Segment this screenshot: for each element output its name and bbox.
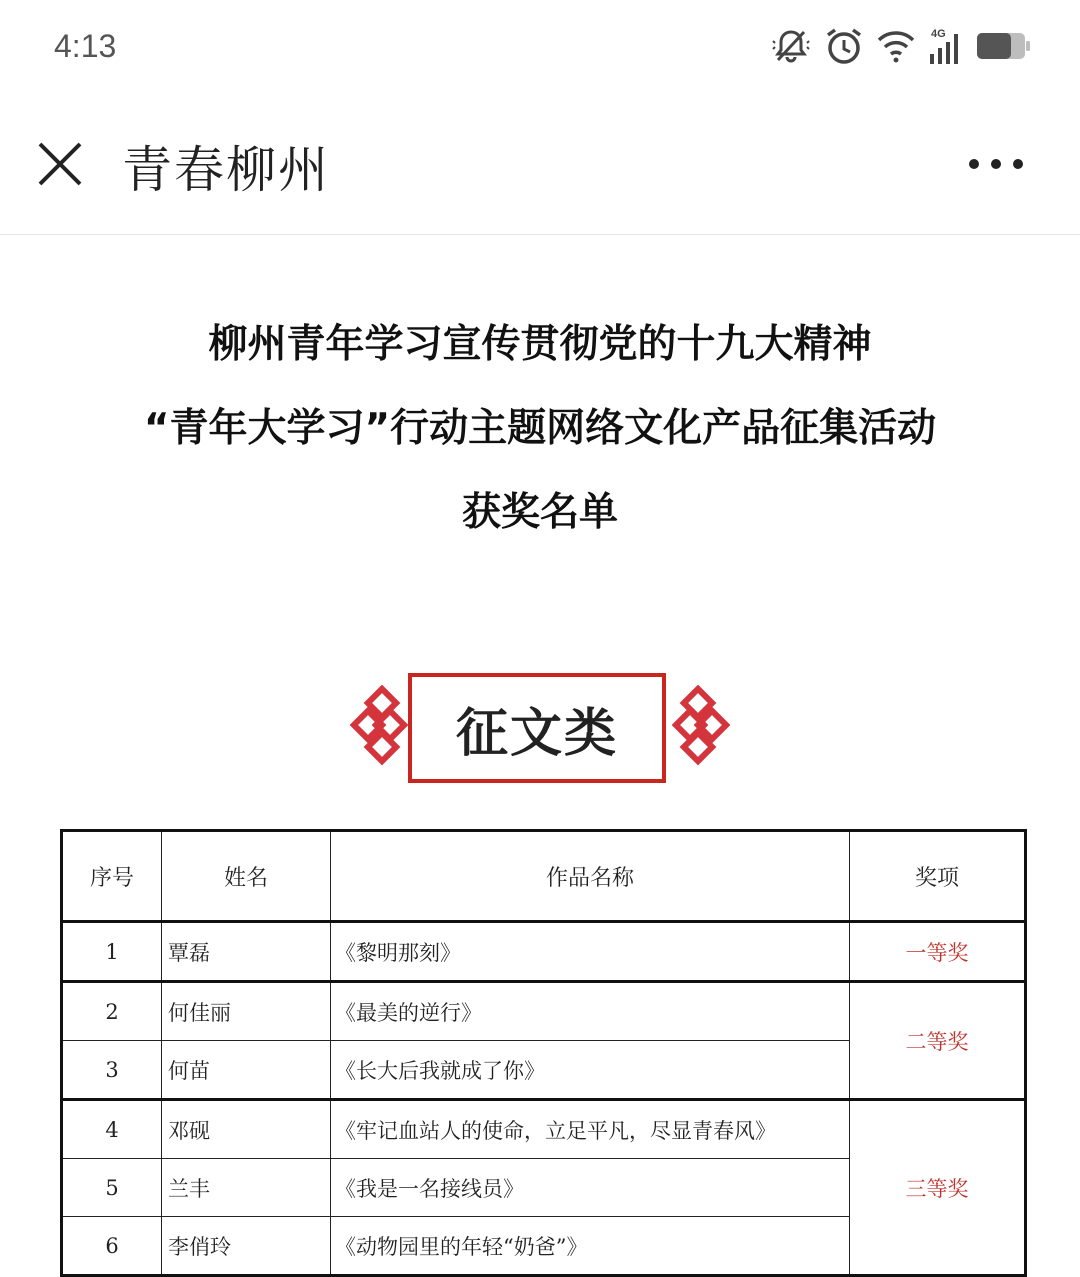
row-work: 《牢记血站人的使命，立足平凡，尽显青春风》 [331, 1100, 850, 1159]
status-icons [770, 24, 1032, 68]
prize-second: 二等奖 [850, 982, 1026, 1100]
row-name: 何佳丽 [162, 982, 331, 1041]
article-body [0, 235, 1080, 1259]
award-table [60, 829, 1027, 1277]
section-title: 征文类 [455, 703, 618, 764]
more-button[interactable] [966, 152, 1026, 176]
chinese-knot-icon [350, 685, 408, 771]
headline-line-3: 获奖名单 [461, 490, 618, 535]
wifi-icon [876, 28, 916, 64]
article-headline [0, 303, 1080, 555]
status-time: 4:13 [54, 28, 117, 64]
prize-third: 三等奖 [850, 1100, 1026, 1276]
headline-line-2: “青年大学习”行动主题网络文化产品征集活动 [143, 406, 937, 451]
row-work: 《黎明那刻》 [331, 922, 850, 982]
row-no: 1 [62, 922, 162, 982]
table-header-row [62, 831, 1026, 922]
row-no: 5 [62, 1159, 162, 1217]
more-icon [966, 152, 1026, 176]
row-no: 3 [62, 1041, 162, 1100]
row-name: 李俏玲 [162, 1217, 331, 1276]
header-work: 作品名称 [331, 831, 850, 922]
row-name: 兰丰 [162, 1159, 331, 1217]
row-name: 覃磊 [162, 922, 331, 982]
mute-bell-icon [770, 25, 812, 67]
svg-text:4G: 4G [931, 28, 946, 40]
table-row [62, 982, 1026, 1041]
battery-icon [976, 31, 1032, 61]
row-work: 《我是一名接线员》 [331, 1159, 850, 1217]
section-banner [350, 673, 730, 789]
row-name: 邓砚 [162, 1100, 331, 1159]
close-button[interactable] [34, 138, 86, 190]
row-name: 何苗 [162, 1041, 331, 1100]
alarm-icon [824, 26, 864, 66]
section-title-box [408, 673, 666, 783]
row-no: 2 [62, 982, 162, 1041]
nav-bar [0, 92, 1080, 235]
headline-line-1: 柳州青年学习宣传贯彻党的十九大精神 [208, 322, 872, 367]
signal-4g-icon [928, 26, 964, 66]
header-name: 姓名 [162, 831, 331, 922]
close-icon [34, 138, 86, 190]
row-no: 4 [62, 1100, 162, 1159]
header-no: 序号 [62, 831, 162, 922]
row-no: 6 [62, 1217, 162, 1276]
row-work: 《动物园里的年轻“奶爸”》 [331, 1217, 850, 1276]
table-row [62, 922, 1026, 982]
table-row [62, 1100, 1026, 1159]
row-work: 《长大后我就成了你》 [331, 1041, 850, 1100]
prize-first: 一等奖 [850, 922, 1026, 982]
header-prize: 奖项 [850, 831, 1026, 922]
row-work: 《最美的逆行》 [331, 982, 850, 1041]
chinese-knot-icon [672, 685, 730, 771]
page-title: 青春柳州 [122, 141, 330, 199]
status-bar [0, 0, 1080, 92]
